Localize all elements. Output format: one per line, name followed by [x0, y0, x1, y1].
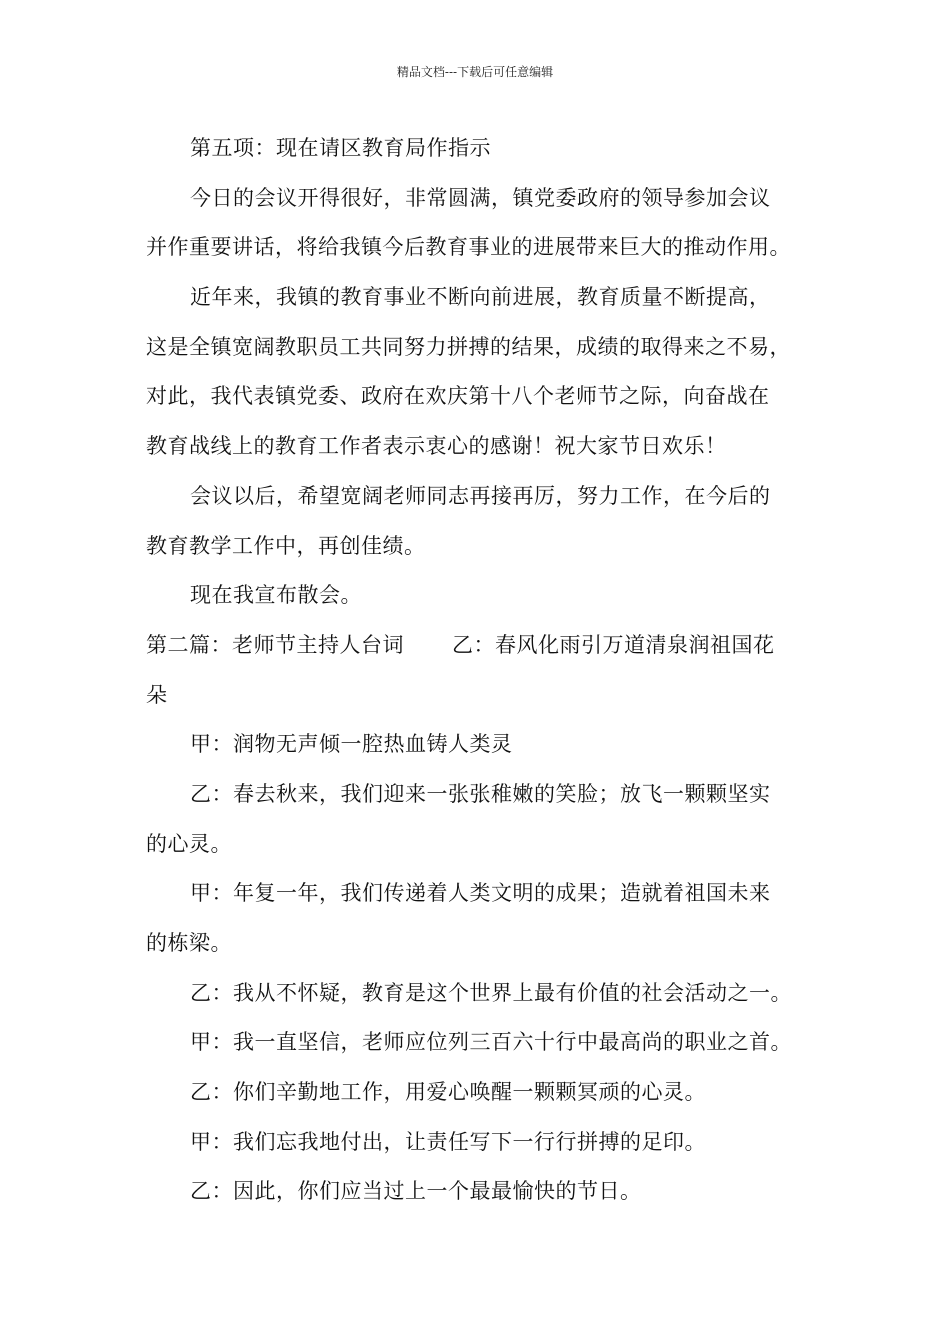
dialogue-line: 甲：我一直坚信，老师应位列三百六十行中最高尚的职业之首。 — [190, 1030, 792, 1055]
paragraph-line: 并作重要讲话，将给我镇今后教育事业的进展带来巨大的推动作用。 — [146, 235, 791, 260]
dialogue-line: 甲：我们忘我地付出，让责任写下一行行拼搏的足印。 — [190, 1129, 706, 1154]
paragraph-line: 的栋梁。 — [146, 931, 232, 955]
section-heading-line — [146, 621, 826, 671]
dialogue-line: 乙：因此，你们应当过上一个最最愉快的节日。 — [190, 1179, 642, 1204]
dialogue-line: 乙：你们辛勤地工作，用爱心唤醒一颗颗冥顽的心灵。 — [190, 1080, 706, 1105]
paragraph-line: 对此，我代表镇党委、政府在欢庆第十八个老师节之际，向奋战在 — [146, 384, 770, 409]
paragraph-line: 现在我宣布散会。 — [190, 583, 362, 608]
paragraph-line: 近年来，我镇的教育事业不断向前进展，教育质量不断提高， — [190, 285, 771, 310]
dialogue-line: 乙：春风化雨引万道清泉润祖国花 — [452, 632, 775, 657]
paragraph-line: 教育教学工作中，再创佳绩。 — [146, 533, 426, 558]
dialogue-line: 甲：润物无声倾一腔热血铸人类灵 — [190, 732, 513, 757]
paragraph-line: 这是全镇宽阔教职员工共同努力拼搏的结果，成绩的取得来之不易， — [146, 334, 791, 359]
dialogue-line: 甲：年复一年，我们传递着人类文明的成果；造就着祖国未来 — [190, 881, 771, 906]
paragraph-line: 朵 — [146, 682, 168, 707]
dialogue-line: 乙：春去秋来，我们迎来一张张稚嫩的笑脸；放飞一颗颗坚实 — [190, 781, 771, 806]
paragraph-line: 会议以后，希望宽阔老师同志再接再厉，努力工作，在今后的 — [190, 483, 771, 508]
section-title: 第二篇：老师节主持人台词 — [146, 632, 404, 657]
dialogue-line: 乙：我从不怀疑，教育是这个世界上最有价值的社会活动之一。 — [190, 980, 792, 1005]
paragraph-line: 教育战线上的教育工作者表示衷心的感谢！祝大家节日欢乐！ — [146, 434, 727, 459]
paragraph-line: 第五项：现在请区教育局作指示 — [190, 136, 491, 160]
paragraph-line: 今日的会议开得很好，非常圆满，镇党委政府的领导参加会议 — [190, 185, 771, 210]
page-header: 精品文档---下载后可任意编辑 — [396, 65, 554, 79]
document-body — [146, 124, 826, 1217]
paragraph-line: 的心灵。 — [146, 831, 232, 856]
